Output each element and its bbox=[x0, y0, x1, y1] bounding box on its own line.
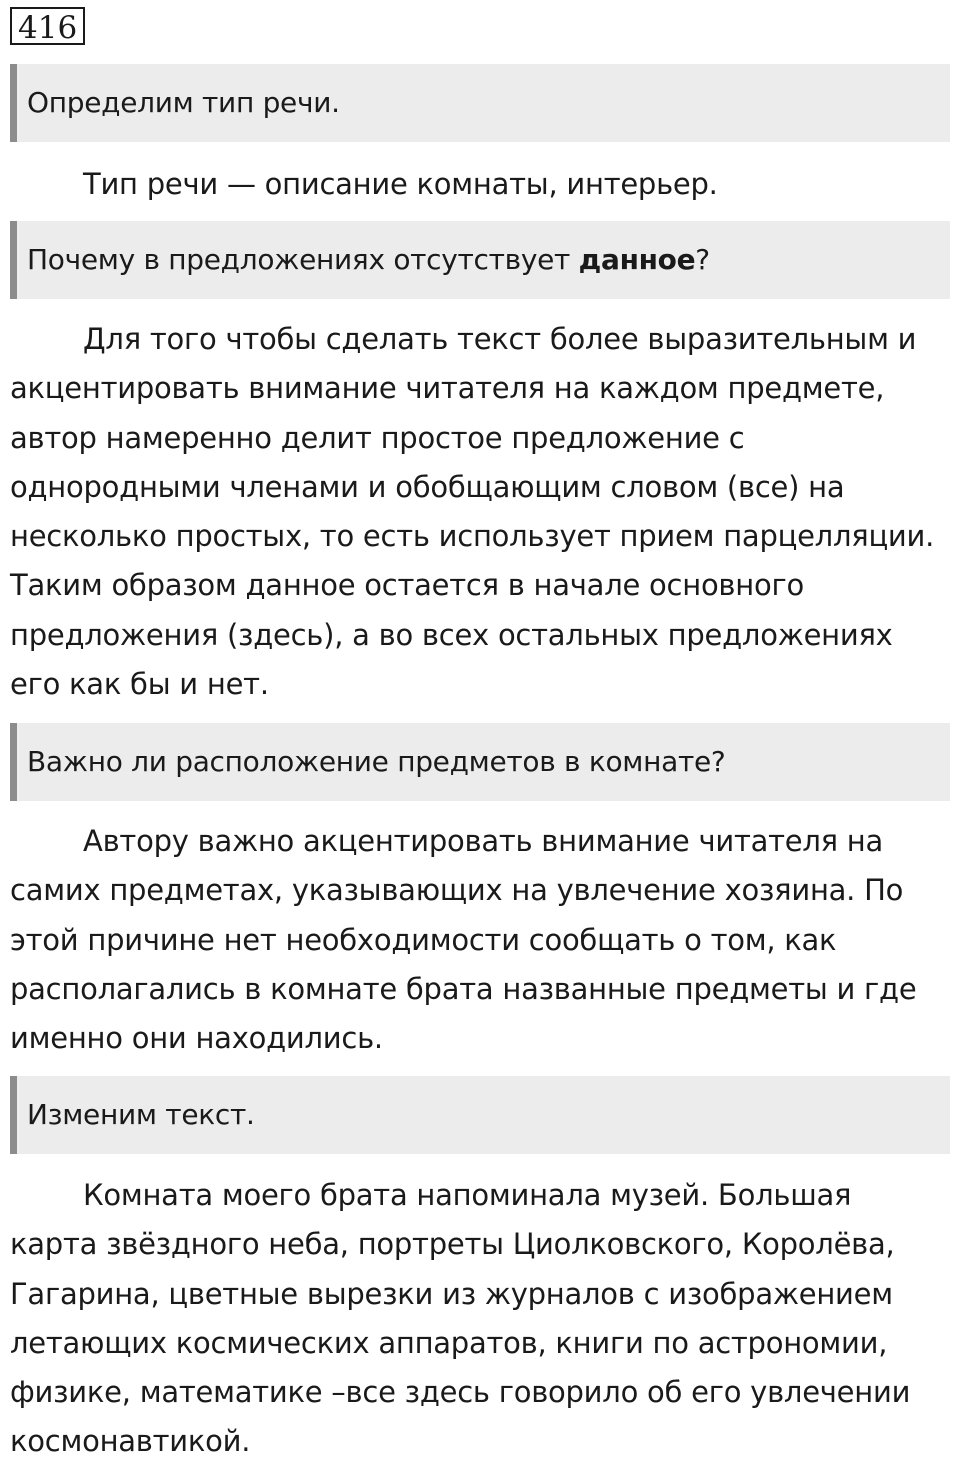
paragraph-line: Тип речи — описание комнаты, интерьер. bbox=[83, 167, 718, 201]
paragraph-line: этой причине нет необходимости сообщать о том, как bbox=[10, 922, 837, 957]
paragraph-line: самих предметах, указывающих на увлечение хозяина. По bbox=[10, 873, 904, 908]
header-text: Важно ли расположение предметов в комнате? bbox=[27, 745, 726, 778]
section-header-object-placement bbox=[10, 723, 950, 801]
header-text: Почему в предложениях отсутствует bbox=[27, 243, 579, 276]
paragraph-line: автор намеренно делит простое предложение с bbox=[10, 420, 745, 455]
paragraph-line: физике, математике –все здесь говорило об его увлечении bbox=[10, 1375, 911, 1410]
paragraph-line: акцентировать внимание читателя на каждом предмете, bbox=[10, 371, 885, 406]
paragraph-line: Для того чтобы сделать текст более выразительным и bbox=[83, 322, 917, 356]
paragraph-line: Гагарина, цветные вырезки из журналов с изображением bbox=[10, 1276, 893, 1311]
paragraph-line: Автору важно акцентировать внимание читателя на bbox=[83, 824, 884, 858]
paragraph-line: его как бы и нет. bbox=[10, 667, 269, 702]
section-header-missing-given bbox=[10, 221, 950, 299]
answer-paragraph-object-placement bbox=[10, 817, 955, 1063]
header-text-end: ? bbox=[695, 243, 710, 276]
paragraph-line: космонавтикой. bbox=[10, 1424, 251, 1459]
answer-paragraph-missing-given bbox=[10, 315, 955, 709]
paragraph-line: летающих космических аппаратов, книги по астрономии, bbox=[10, 1325, 888, 1360]
header-text: Определим тип речи. bbox=[27, 86, 340, 119]
paragraph-line: именно они находились. bbox=[10, 1021, 383, 1056]
answer-paragraph-changed-text bbox=[10, 1171, 955, 1467]
paragraph-line: Комната моего брата напоминала музей. Большая bbox=[83, 1178, 852, 1212]
section-header-speech-type bbox=[10, 64, 950, 142]
task-number: 416 bbox=[10, 7, 85, 45]
header-text: Изменим текст. bbox=[27, 1098, 255, 1131]
paragraph-line: предложения (здесь), а во всех остальных предложениях bbox=[10, 617, 893, 652]
paragraph-line: однородными членами и обобщающим словом (все) на bbox=[10, 469, 845, 504]
paragraph-line: Таким образом данное остается в начале основного bbox=[10, 568, 804, 603]
paragraph-line: карта звёздного неба, портреты Циолковского, Королёва, bbox=[10, 1227, 895, 1262]
paragraph-line: располагались в комнате брата названные предметы и где bbox=[10, 971, 917, 1006]
answer-paragraph-speech-type bbox=[10, 160, 955, 209]
section-header-change-text bbox=[10, 1076, 950, 1154]
header-bold-term: данное bbox=[578, 243, 696, 276]
paragraph-line: несколько простых, то есть использует прием парцелляции. bbox=[10, 519, 935, 554]
